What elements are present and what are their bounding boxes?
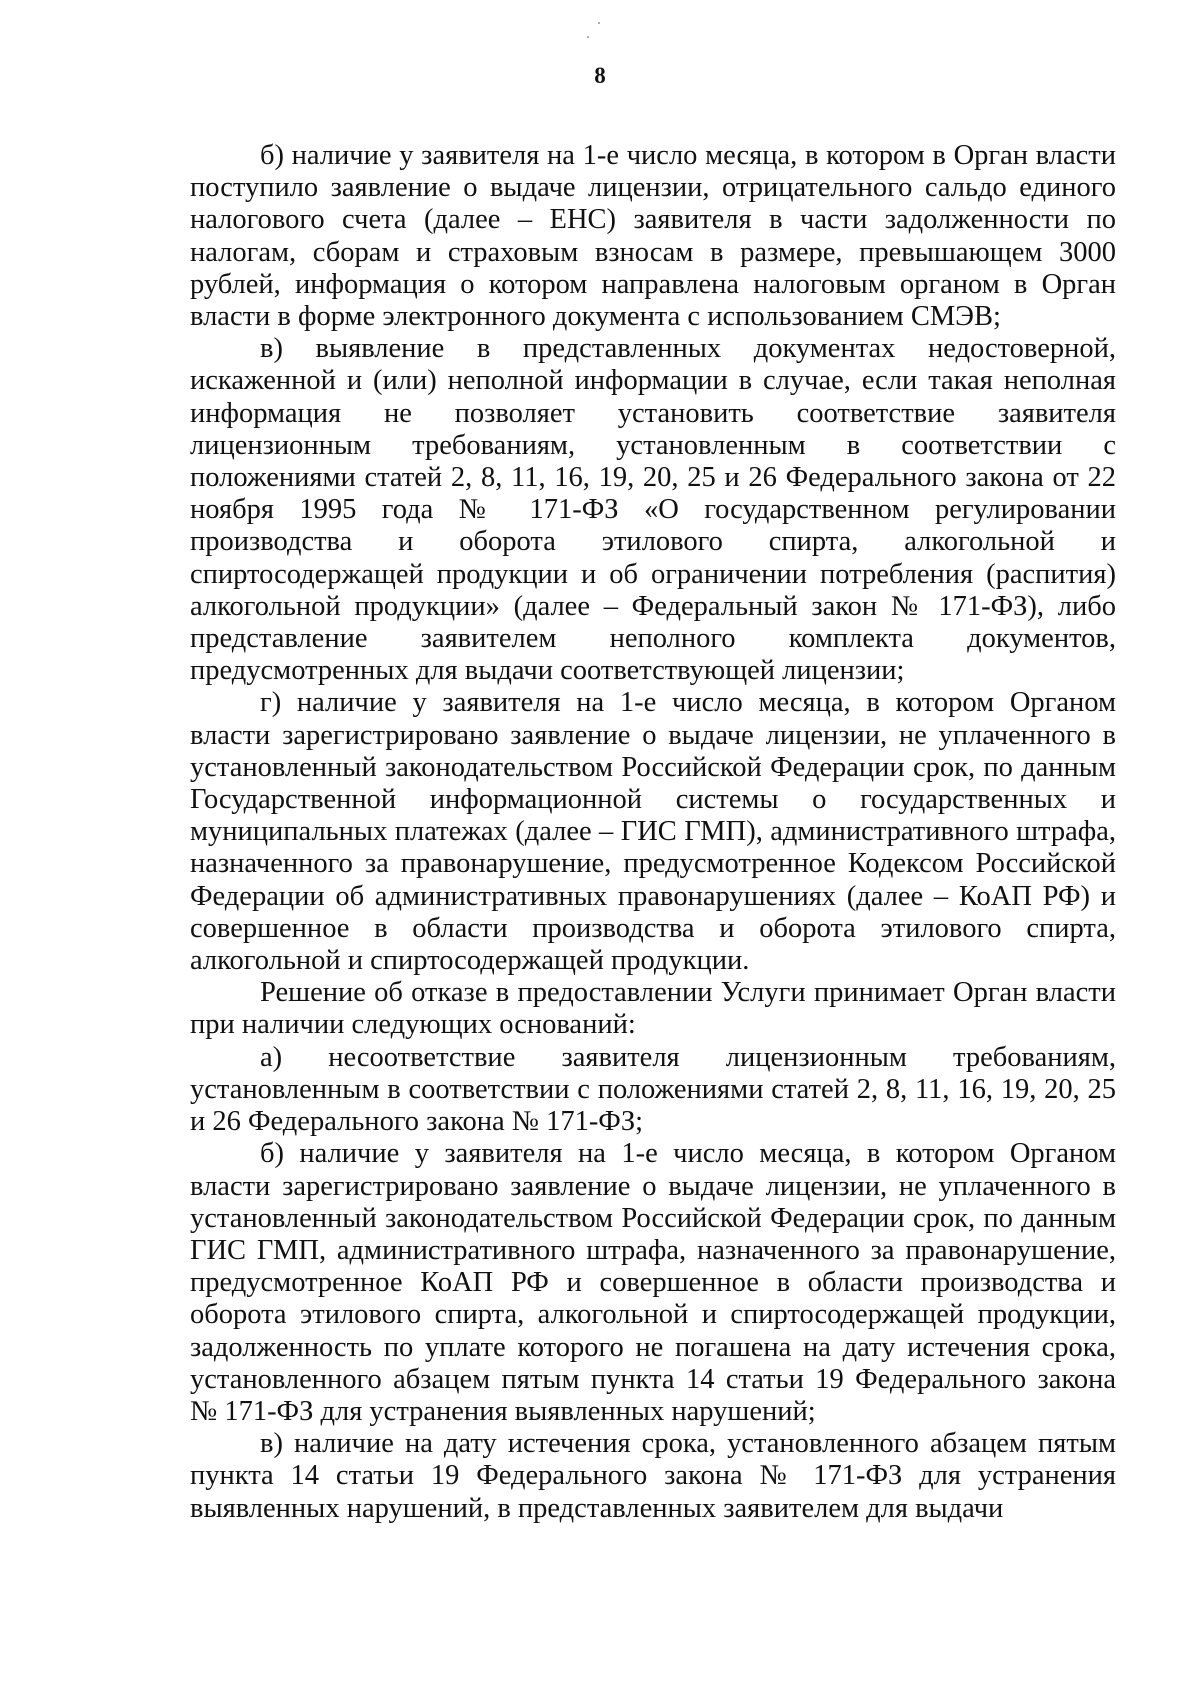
paragraph-b-negative-balance: б) наличие у заявителя на 1-е число месяца, в котором в Орган власти поступило заявление о выдаче лицензии, отрицательного сальдо единого налогового счета (далее – ЕНС) заявителя в части задолженности по налогам, сборам и страховым взносам в размере, превышающем 3000 рублей, информация о котором направлена налоговым органом в Орган власти в форме электронного документа с использованием СМЭВ;	[190, 140, 1116, 333]
page-number: 8	[594, 63, 606, 88]
paragraph-b-unpaid-fine-debt: б) наличие у заявителя на 1-е число месяца, в котором Органом власти зарегистрировано заявление о выдаче лицензии, не уплаченного в установленный законодательством Российской Федерации срок, по данным ГИС ГМП, административного штрафа, назначенного за правонарушение, предусмотренное КоАП РФ и совершенное в области производства и оборота этилового спирта, алкогольной и спиртосодержащей продукции, задолженность по уплате которого не погашена на дату истечения срока, установленного абзацем пятым пункта 14 статьи 19 Федерального закона № 171-ФЗ для устранения выявленных нарушений;	[190, 1138, 1116, 1427]
paragraph-v-violations: в) наличие на дату истечения срока, установленного абзацем пятым пункта 14 статьи 19 Федерального закона № 171-ФЗ для устранения выявленных нарушений, в представленных заявителем для выдачи	[190, 1428, 1116, 1524]
paragraph-v-inaccurate-info: в) выявление в представленных документах недостоверной, искаженной и (или) неполной информации в случае, если такая неполная информация не позволяет установить соответствие заявителя лицензионным требованиям, установленным в соответствии с положениями статей 2, 8, 11, 16, 19, 20, 25 и 26 Федерального закона от 22 ноября 1995 года № 171-ФЗ «О государственном регулировании производства и оборота этилового спирта, алкогольной и спиртосодержащей продукции и об ограничении потребления (распития) алкогольной продукции» (далее – Федеральный закон № 171-ФЗ), либо представление заявителем неполного комплекта документов, предусмотренных для выдачи соответствующей лицензии;	[190, 333, 1116, 687]
document-body	[190, 140, 1116, 1525]
paragraph-refusal-decision: Решение об отказе в предоставлении Услуги принимает Орган власти при наличии следующих оснований:	[190, 977, 1116, 1041]
scan-speck	[598, 22, 600, 24]
scan-speck	[587, 36, 589, 38]
paragraph-g-unpaid-fine: г) наличие у заявителя на 1-е число месяца, в котором Органом власти зарегистрировано заявление о выдаче лицензии, не уплаченного в установленный законодательством Российской Федерации срок, по данным Государственной информационной системы о государственных и муниципальных платежах (далее – ГИС ГМП), административного штрафа, назначенного за правонарушение, предусмотренное Кодексом Российской Федерации об административных правонарушениях (далее – КоАП РФ) и совершенное в области производства и оборота этилового спирта, алкогольной и спиртосодержащей продукции.	[190, 687, 1116, 977]
paragraph-a-noncompliance: а) несоответствие заявителя лицензионным требованиям, установленным в соответствии с положениями статей 2, 8, 11, 16, 19, 20, 25 и 26 Федерального закона № 171-ФЗ;	[190, 1041, 1116, 1138]
